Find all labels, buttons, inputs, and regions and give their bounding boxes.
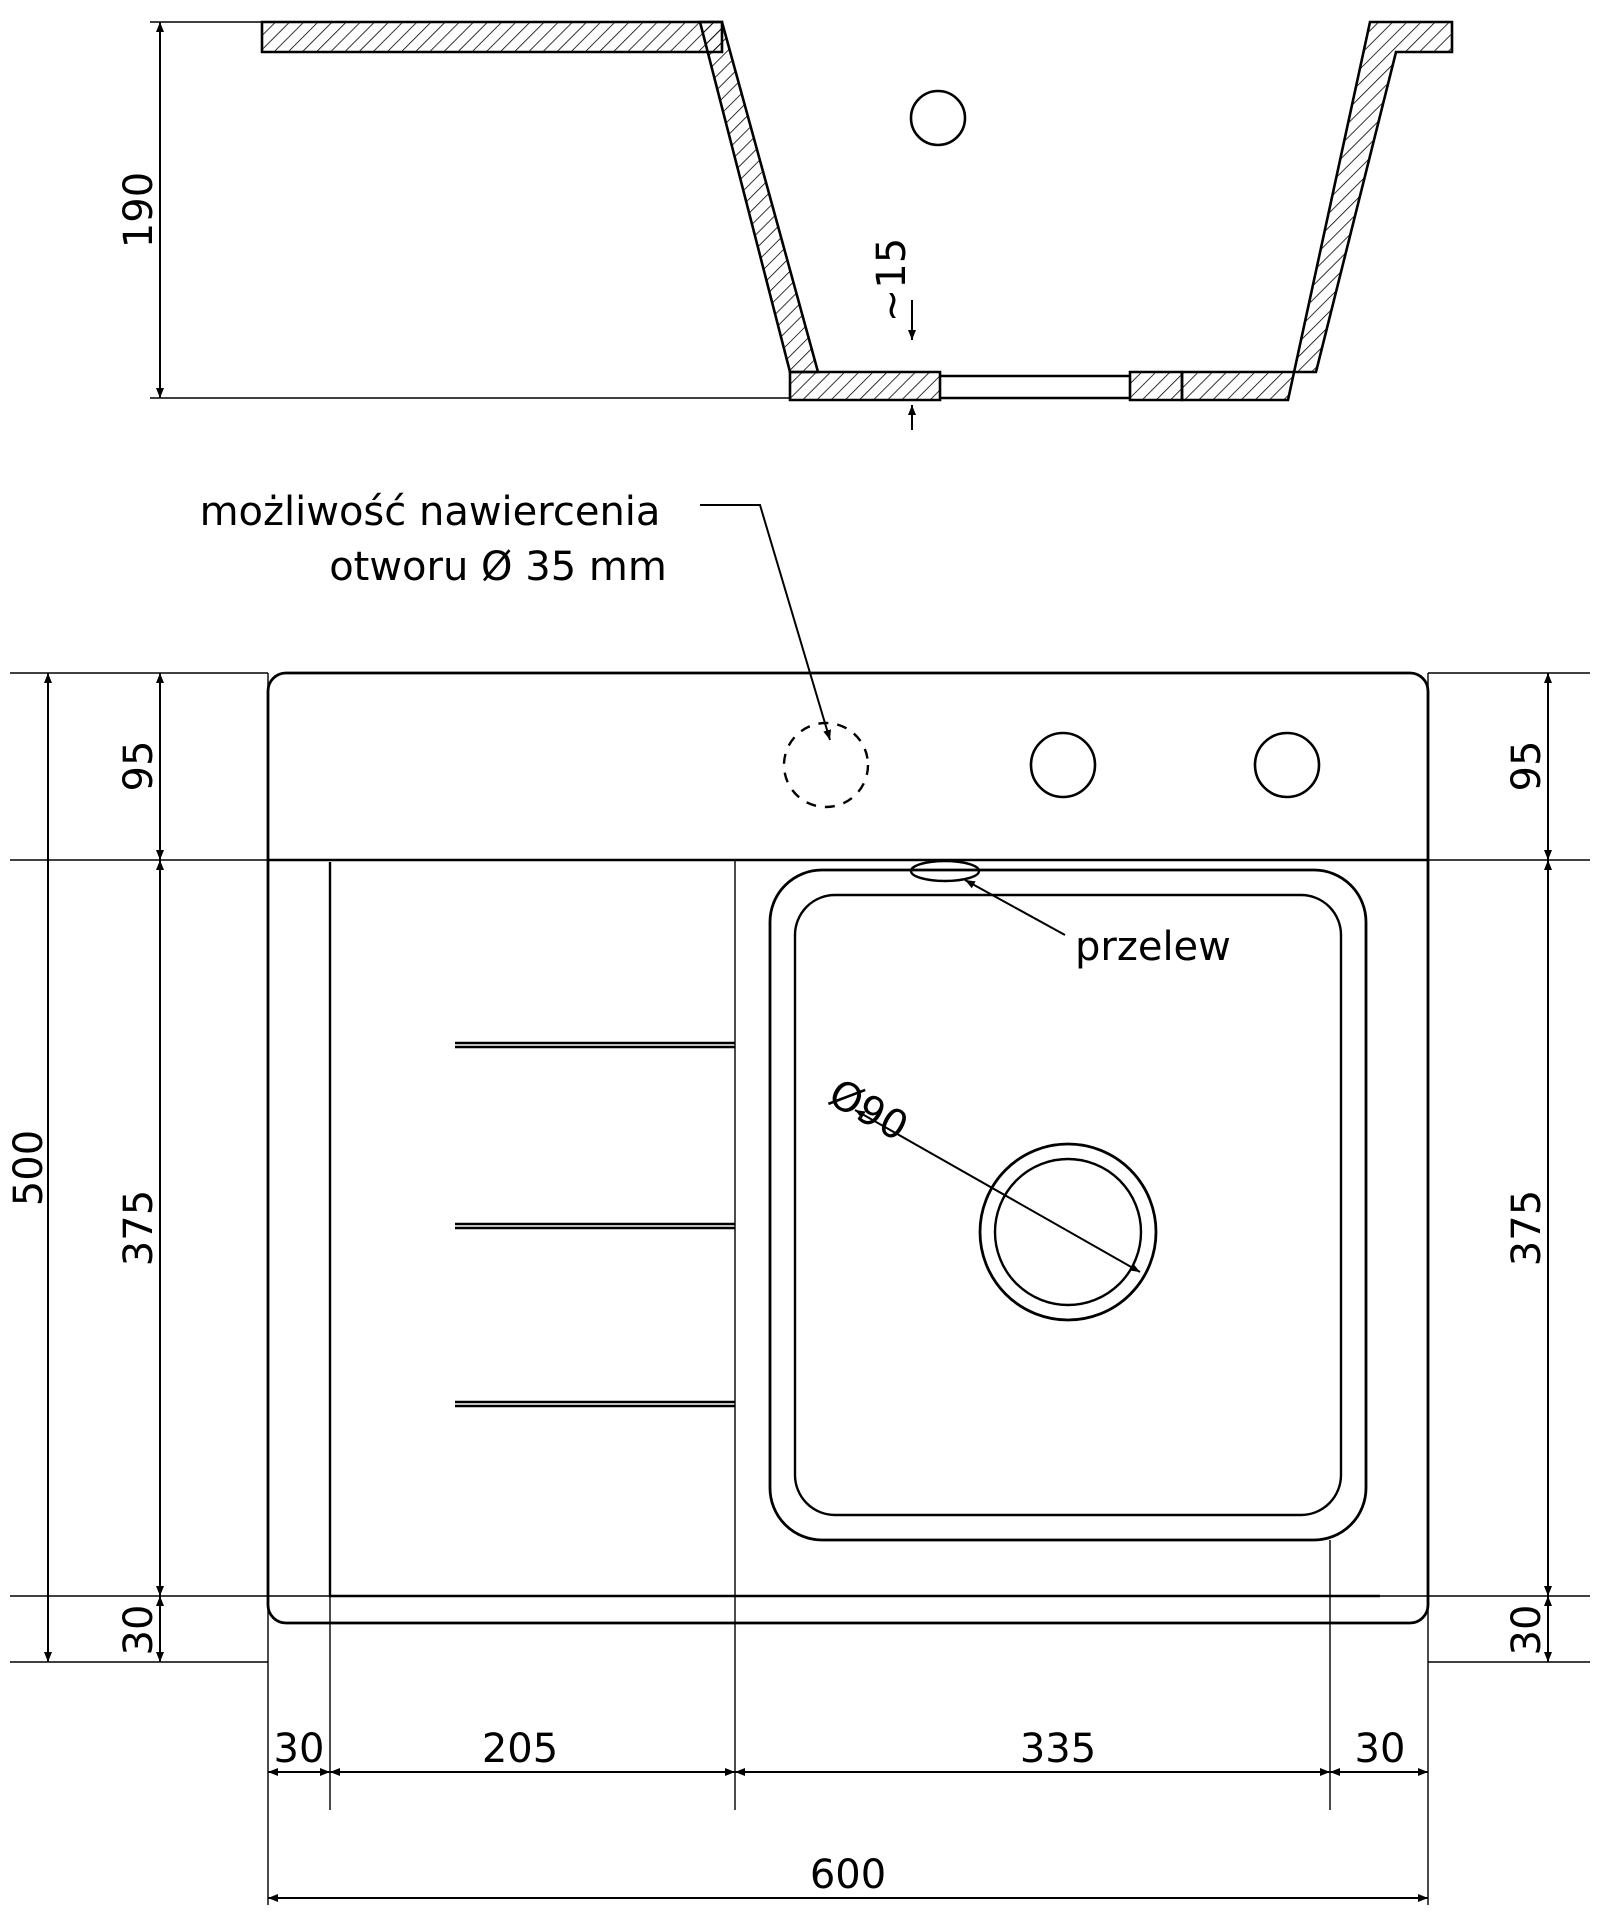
- bowl-inner: [795, 895, 1341, 1515]
- drill-note-leader: [700, 505, 830, 740]
- dim-bottom-600-label: 600: [809, 1852, 887, 1898]
- section-outline-helper: [258, 18, 1450, 400]
- top-view-group: [268, 673, 1428, 1623]
- overflow-label: przelew: [1075, 924, 1231, 970]
- section-drainer-ledge: [262, 22, 722, 52]
- right-dimensions-group: [1380, 673, 1590, 1662]
- dim-bottom-205-label: 205: [481, 1726, 559, 1772]
- dim-right-95-label: 95: [1504, 740, 1550, 792]
- section-bottom-right: [1130, 372, 1182, 400]
- dim-bottom-335-label: 335: [1019, 1726, 1097, 1772]
- tap-hole-1: [1031, 733, 1095, 797]
- overflow-leader: [965, 880, 1065, 935]
- sink-outer-rectangle: [268, 673, 1428, 1623]
- optional-drill-hole: [784, 723, 868, 807]
- dim-right-375-label: 375: [1504, 1189, 1550, 1267]
- dim-15-label: ~15: [869, 237, 915, 323]
- dim-bottom-30-right-label: 30: [1354, 1726, 1406, 1772]
- drill-note-line1: możliwość nawiercenia: [199, 489, 661, 535]
- drain-diameter-label: Ø90: [821, 1070, 916, 1151]
- dim-bottom-30-left-label: 30: [273, 1726, 325, 1772]
- drill-annotation-group: [200, 489, 830, 740]
- dim-left-30-label: 30: [116, 1604, 162, 1656]
- tap-hole-2: [1255, 733, 1319, 797]
- section-left-wall: [700, 22, 818, 372]
- bowl-outer: [770, 870, 1366, 1540]
- dim-190-label: 190: [116, 171, 162, 249]
- section-view-group: [116, 18, 1452, 430]
- section-right-wall: [1182, 22, 1452, 400]
- dim-right-30-label: 30: [1504, 1604, 1550, 1656]
- section-tap-hole: [911, 91, 965, 145]
- section-bottom-left: [790, 372, 940, 400]
- dim-left-375-label: 375: [116, 1189, 162, 1267]
- bottom-dimensions-group: [268, 673, 1428, 1905]
- dim-left-95-label: 95: [116, 740, 162, 792]
- left-dimensions-group: [6, 673, 330, 1662]
- dim-left-500-label: 500: [6, 1129, 52, 1207]
- drill-note-line2: otworu Ø 35 mm: [329, 544, 667, 590]
